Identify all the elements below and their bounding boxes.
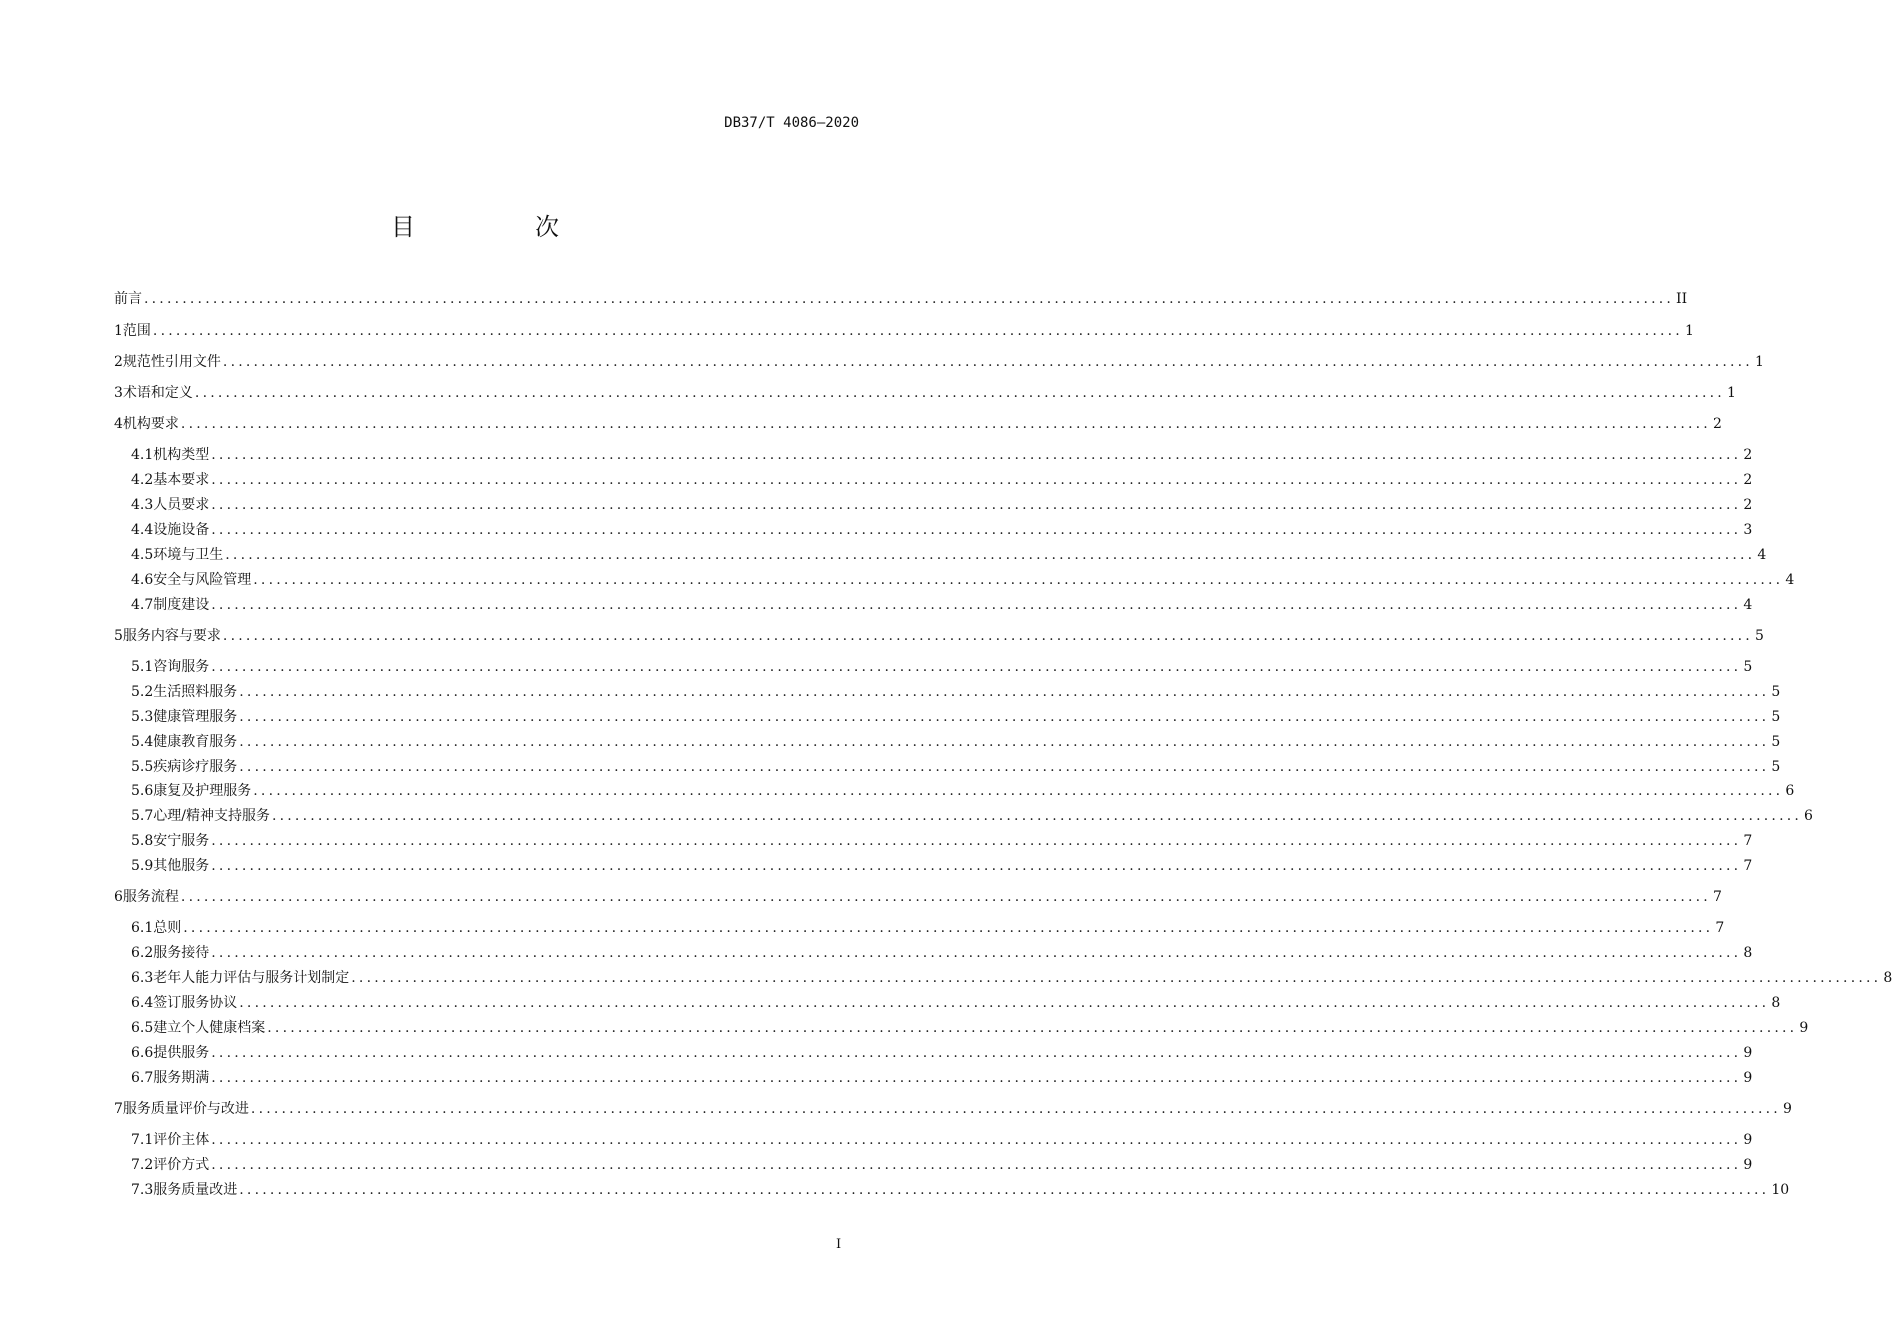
toc-entry[interactable] xyxy=(114,544,1767,566)
toc-entry-page: 1 xyxy=(1726,385,1736,401)
toc-entry-label: 健康教育服务 xyxy=(153,734,238,750)
toc-dot-leader: ........................................................................................................................................................................................................ xyxy=(211,522,1742,538)
toc-entry-page: 8 xyxy=(1883,970,1892,986)
toc-entry-label: 建立个人健康档案 xyxy=(153,1020,266,1036)
toc-entry-page: 6 xyxy=(1804,808,1813,824)
toc-entry-number: 7.1 xyxy=(131,1132,154,1148)
toc-dot-leader: ........................................................................................................................................................................................................ xyxy=(253,783,1784,799)
toc-entry-page: 7 xyxy=(1712,889,1722,905)
toc-entry[interactable] xyxy=(114,413,1722,435)
toc-entry[interactable] xyxy=(114,1154,1753,1176)
toc-entry-label: 规范性引用文件 xyxy=(122,354,221,370)
toc-dot-leader: ........................................................................................................................................................................................................ xyxy=(152,323,1683,339)
toc-entry-page: 9 xyxy=(1743,1070,1753,1086)
toc-dot-leader: ........................................................................................................................................................................................................ xyxy=(211,597,1742,613)
toc-entry[interactable] xyxy=(114,288,1688,310)
toc-entry-label: 评价主体 xyxy=(153,1132,210,1148)
toc-entry-page: 4 xyxy=(1757,547,1767,563)
toc-entry-label: 老年人能力评估与服务计划制定 xyxy=(153,970,350,986)
toc-entry-page: 5 xyxy=(1771,734,1781,750)
toc-entry[interactable] xyxy=(114,830,1753,852)
toc-entry-label: 基本要求 xyxy=(153,472,210,488)
toc-dot-leader: ........................................................................................................................................................................................................ xyxy=(211,1070,1742,1086)
toc-dot-leader: ........................................................................................................................................................................................................ xyxy=(225,547,1756,563)
toc-entry-page: 4 xyxy=(1785,572,1795,588)
toc-entry-number: 4.7 xyxy=(131,597,154,613)
toc-entry-number: 4.2 xyxy=(131,472,154,488)
toc-entry-label: 健康管理服务 xyxy=(153,709,238,725)
toc-entry-page: 7 xyxy=(1743,858,1753,874)
toc-entry[interactable] xyxy=(114,706,1781,728)
toc-entry-page: 5 xyxy=(1771,759,1781,775)
toc-entry-number: 4.1 xyxy=(131,447,154,463)
toc-dot-leader: ........................................................................................................................................................................................................ xyxy=(211,1132,1742,1148)
toc-dot-leader: ........................................................................................................................................................................................................ xyxy=(250,1101,1781,1117)
toc-entry-number: 6.6 xyxy=(131,1045,154,1061)
toc-entry-label: 制度建设 xyxy=(153,597,210,613)
toc-entry[interactable] xyxy=(114,1067,1753,1089)
toc-entry[interactable] xyxy=(114,656,1753,678)
toc-entry-page: 2 xyxy=(1712,416,1722,432)
toc-dot-leader: ........................................................................................................................................................................................................ xyxy=(222,628,1753,644)
toc-entry-number: 6.4 xyxy=(131,995,154,1011)
toc-entry-number: 6.1 xyxy=(131,920,154,936)
toc-entry[interactable] xyxy=(114,1129,1753,1151)
toc-entry-number: 5.8 xyxy=(131,833,154,849)
toc-entry[interactable] xyxy=(114,855,1753,877)
toc-entry-label: 人员要求 xyxy=(153,497,210,513)
toc-entry-label: 术语和定义 xyxy=(122,385,193,401)
toc-entry-page: 1 xyxy=(1754,354,1764,370)
toc-dot-leader: ........................................................................................................................................................................................................ xyxy=(211,472,1742,488)
toc-entry-label: 服务内容与要求 xyxy=(122,628,221,644)
toc-entry-page: 9 xyxy=(1743,1045,1753,1061)
toc-entry-label: 咨询服务 xyxy=(153,659,210,675)
toc-entry-number: 7.2 xyxy=(131,1157,154,1173)
toc-entry[interactable] xyxy=(114,594,1753,616)
toc-entry-page: 3 xyxy=(1743,522,1753,538)
toc-entry[interactable] xyxy=(114,731,1781,753)
toc-entry[interactable] xyxy=(114,805,1813,827)
toc-entry-label: 评价方式 xyxy=(153,1157,210,1173)
toc-entry-number: 6.5 xyxy=(131,1020,154,1036)
toc-entry-page: II xyxy=(1676,291,1688,307)
toc-dot-leader: ........................................................................................................................................................................................................ xyxy=(239,995,1770,1011)
toc-entry-number: 5.6 xyxy=(131,783,154,799)
toc-entry[interactable] xyxy=(114,494,1753,516)
toc-entry-page: 5 xyxy=(1754,628,1764,644)
toc-dot-leader: ........................................................................................................................................................................................................ xyxy=(239,709,1770,725)
toc-entry-page: 9 xyxy=(1799,1020,1809,1036)
toc-dot-leader: ........................................................................................................................................................................................................ xyxy=(183,920,1714,936)
page-number: I xyxy=(836,1237,842,1252)
toc-entry-page: 9 xyxy=(1743,1157,1753,1173)
toc-entry-label: 服务质量改进 xyxy=(153,1182,238,1198)
toc-dot-leader: ........................................................................................................................................................................................................ xyxy=(180,889,1711,905)
toc-entry-label: 设施设备 xyxy=(153,522,210,538)
toc-entry[interactable] xyxy=(114,917,1725,939)
toc-entry[interactable] xyxy=(114,942,1753,964)
toc-entry[interactable] xyxy=(114,886,1722,908)
toc-entry-page: 2 xyxy=(1743,497,1753,513)
toc-dot-leader: ........................................................................................................................................................................................................ xyxy=(211,497,1742,513)
toc-entry-label: 机构要求 xyxy=(122,416,179,432)
toc-dot-leader: ........................................................................................................................................................................................................ xyxy=(211,447,1742,463)
toc-entry-label: 前言 xyxy=(114,291,142,307)
toc-entry[interactable] xyxy=(114,469,1753,491)
toc-dot-leader: ........................................................................................................................................................................................................ xyxy=(211,858,1742,874)
toc-entry-number: 1 xyxy=(114,323,123,339)
toc-dot-leader: ........................................................................................................................................................................................................ xyxy=(211,659,1742,675)
toc-dot-leader: ........................................................................................................................................................................................................ xyxy=(211,1045,1742,1061)
toc-entry-page: 10 xyxy=(1771,1182,1790,1198)
toc-dot-leader: ........................................................................................................................................................................................................ xyxy=(267,1020,1798,1036)
toc-dot-leader: ........................................................................................................................................................................................................ xyxy=(271,808,1803,824)
toc-entry-number: 3 xyxy=(114,385,123,401)
standard-number: DB37/T 4086—2020 xyxy=(724,115,859,131)
toc-entry-number: 4.5 xyxy=(131,547,154,563)
toc-entry[interactable] xyxy=(114,780,1795,802)
toc-dot-leader: ........................................................................................................................................................................................................ xyxy=(144,291,1675,307)
toc-entry-number: 7 xyxy=(114,1101,123,1117)
toc-entry-page: 9 xyxy=(1743,1132,1753,1148)
toc-entry-label: 范围 xyxy=(122,323,151,339)
toc-entry-number: 6.2 xyxy=(131,945,154,961)
toc-entry[interactable] xyxy=(114,625,1764,647)
toc-entry[interactable] xyxy=(114,382,1736,404)
toc-entry[interactable] xyxy=(114,681,1781,703)
toc-entry-number: 7.3 xyxy=(131,1182,154,1198)
toc-entry-number: 5.2 xyxy=(131,684,154,700)
toc-dot-leader: ........................................................................................................................................................................................................ xyxy=(211,945,1742,961)
toc-entry-number: 4 xyxy=(114,416,123,432)
toc-entry-label: 签订服务协议 xyxy=(153,995,238,1011)
toc-entry-label: 安宁服务 xyxy=(153,833,210,849)
toc-dot-leader: ........................................................................................................................................................................................................ xyxy=(253,572,1784,588)
toc-entry-label: 安全与风险管理 xyxy=(153,572,252,588)
toc-entry-number: 5.1 xyxy=(131,659,154,675)
toc-entry[interactable] xyxy=(114,320,1694,342)
toc-entry-page: 5 xyxy=(1771,684,1781,700)
toc-entry-page: 2 xyxy=(1743,472,1753,488)
toc-entry[interactable] xyxy=(114,519,1753,541)
toc-entry[interactable] xyxy=(114,967,1892,989)
toc-entry-label: 心理/精神支持服务 xyxy=(153,808,270,824)
toc-entry[interactable] xyxy=(114,1017,1809,1039)
toc-entry-label: 提供服务 xyxy=(153,1045,210,1061)
toc-entry-label: 服务期满 xyxy=(153,1070,210,1086)
toc-entry-page: 9 xyxy=(1782,1101,1792,1117)
toc-entry-page: 8 xyxy=(1771,995,1781,1011)
toc-entry-page: 5 xyxy=(1771,709,1781,725)
toc-dot-leader: ........................................................................................................................................................................................................ xyxy=(194,385,1725,401)
toc-dot-leader: ........................................................................................................................................................................................................ xyxy=(211,833,1742,849)
toc-dot-leader: ........................................................................................................................................................................................................ xyxy=(180,416,1711,432)
toc-entry-page: 7 xyxy=(1715,920,1725,936)
toc-entry-page: 2 xyxy=(1743,447,1753,463)
toc-entry-label: 总则 xyxy=(153,920,182,936)
toc-entry-number: 4.3 xyxy=(131,497,154,513)
toc-entry-label: 生活照料服务 xyxy=(153,684,238,700)
toc-entry-number: 5.7 xyxy=(131,808,154,824)
toc-entry-number: 6 xyxy=(114,889,123,905)
page-title: 目 次 xyxy=(391,213,607,241)
toc-entry-label: 服务质量评价与改进 xyxy=(122,1101,249,1117)
toc-entry[interactable] xyxy=(114,1042,1753,1064)
toc-entry[interactable] xyxy=(114,1179,1790,1201)
toc-entry-label: 环境与卫生 xyxy=(153,547,224,563)
toc-dot-leader: ........................................................................................................................................................................................................ xyxy=(239,759,1770,775)
toc-entry-number: 5.3 xyxy=(131,709,154,725)
toc-entry-label: 其他服务 xyxy=(153,858,210,874)
toc-entry-number: 5 xyxy=(114,628,123,644)
toc-entry-number: 6.7 xyxy=(131,1070,154,1086)
toc-entry-page: 5 xyxy=(1743,659,1753,675)
toc-dot-leader: ........................................................................................................................................................................................................ xyxy=(351,970,1882,986)
toc-entry[interactable] xyxy=(114,1098,1792,1120)
toc-entry-label: 机构类型 xyxy=(153,447,210,463)
toc-entry-number: 6.3 xyxy=(131,970,154,986)
toc-entry-number: 2 xyxy=(114,354,123,370)
toc-dot-leader: ........................................................................................................................................................................................................ xyxy=(222,354,1753,370)
toc-entry-label: 服务接待 xyxy=(153,945,210,961)
toc-entry[interactable] xyxy=(114,756,1781,778)
toc-entry[interactable] xyxy=(114,351,1764,373)
toc-dot-leader: ........................................................................................................................................................................................................ xyxy=(211,1157,1742,1173)
toc-entry-label: 疾病诊疗服务 xyxy=(153,759,238,775)
toc-entry-page: 1 xyxy=(1684,323,1694,339)
toc-entry-number: 4.6 xyxy=(131,572,154,588)
toc-entry-number: 5.5 xyxy=(131,759,154,775)
toc-entry-number: 4.4 xyxy=(131,522,154,538)
toc-entry-label: 服务流程 xyxy=(122,889,179,905)
toc-dot-leader: ........................................................................................................................................................................................................ xyxy=(239,1182,1770,1198)
toc-entry[interactable] xyxy=(114,569,1795,591)
toc-entry-page: 8 xyxy=(1743,945,1753,961)
toc-dot-leader: ........................................................................................................................................................................................................ xyxy=(239,734,1770,750)
toc-entry[interactable] xyxy=(114,992,1781,1014)
toc-entry-page: 4 xyxy=(1743,597,1753,613)
toc-entry-label: 康复及护理服务 xyxy=(153,783,252,799)
toc-entry-number: 5.9 xyxy=(131,858,154,874)
toc-dot-leader: ........................................................................................................................................................................................................ xyxy=(239,684,1770,700)
toc-entry[interactable] xyxy=(114,444,1753,466)
toc-entry-page: 6 xyxy=(1785,783,1795,799)
toc-entry-number: 5.4 xyxy=(131,734,154,750)
toc-entry-page: 7 xyxy=(1743,833,1753,849)
